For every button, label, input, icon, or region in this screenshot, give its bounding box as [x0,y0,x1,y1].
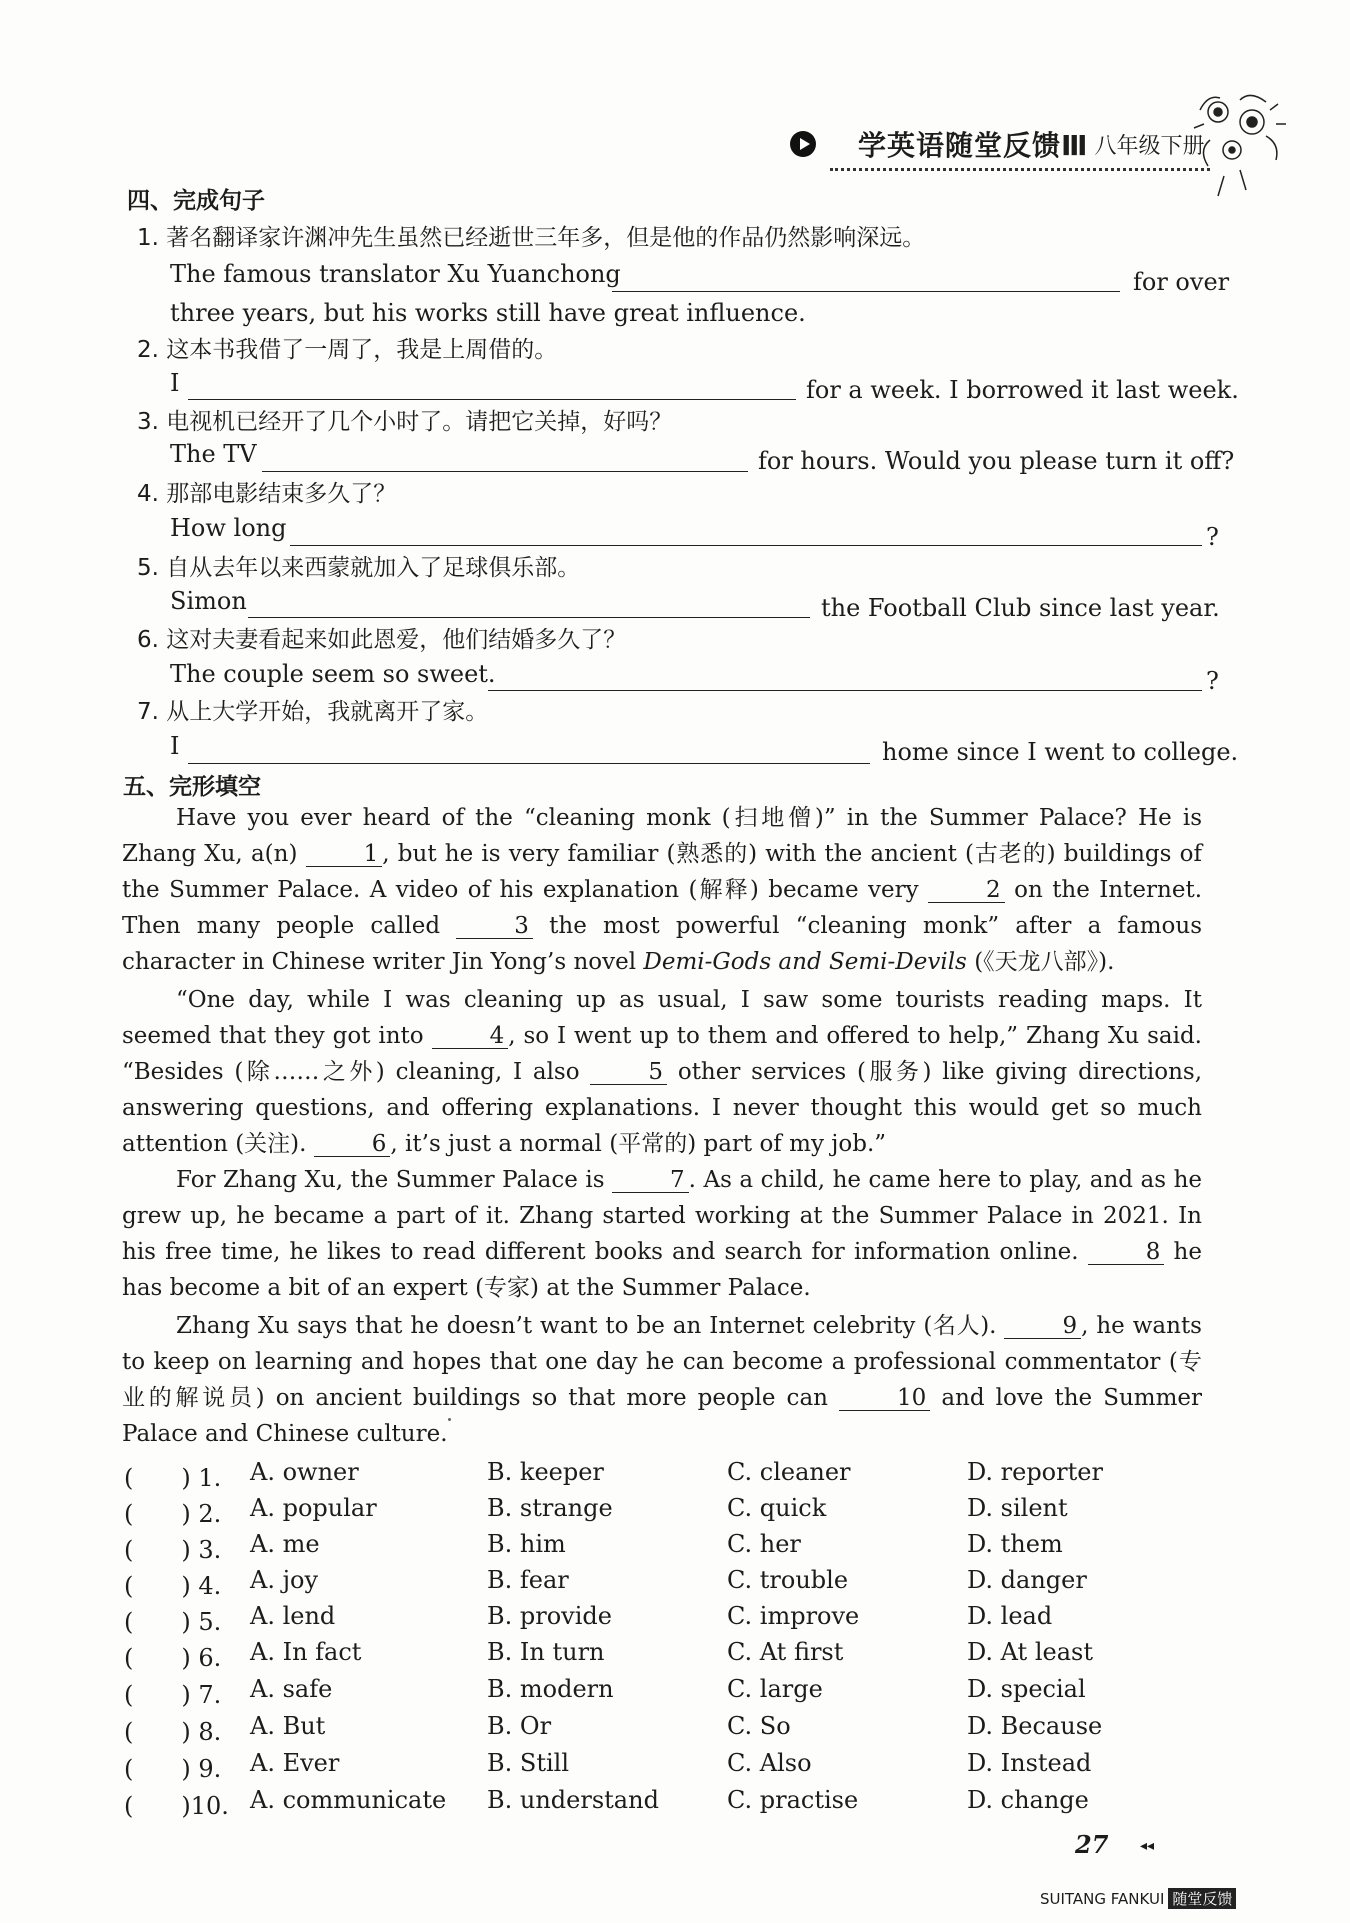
option-b[interactable]: B. Still [487,1749,570,1777]
gap-8[interactable]: 8 [1088,1240,1165,1265]
option-a[interactable]: A. communicate [250,1786,447,1814]
passage-paragraph-1: Have you ever heard of the “cleaning monk (扫地僧)” in the Summer Palace? He is Zhang Xu, a(n) 1 , but he is very familiar (熟悉的) with the ancient (古老的) buildings of the Summer Palace. A video of his explanation (解释) became very 2 on the Internet. Then many people called 3 the most powerful “cleaning monk” after a famous character in Chinese writer Jin Yong’s novel Demi-Gods and Semi-Devils (《天龙八部》). [122,805,1203,975]
item7-prefix: I [170,732,180,760]
option-b[interactable]: B. fear [487,1566,569,1594]
option-c[interactable]: C. cleaner [727,1458,851,1486]
option-a[interactable]: A. popular [250,1494,377,1522]
header-brand: 学英语随堂反馈Ⅲ [858,129,1089,162]
item1-line2: three years, but his works still have great influence. [170,299,806,327]
header-divider [830,168,1210,171]
gap-5[interactable]: 5 [590,1060,667,1085]
gap-6[interactable]: 6 [314,1132,391,1157]
item7-answer-blank[interactable] [188,763,870,764]
gap-3[interactable]: 3 [456,914,533,939]
item5-prefix: Simon [170,587,247,615]
option-a[interactable]: A. owner [250,1458,359,1486]
option-b[interactable]: B. him [487,1530,566,1558]
option-c[interactable]: C. At first [727,1638,844,1666]
option-b[interactable]: B. Or [487,1712,552,1740]
header-grade: 八年级下册 [1094,133,1205,159]
option-row-num[interactable]: ( ) 3. [124,1536,222,1564]
option-a[interactable]: A. safe [250,1675,333,1703]
option-c[interactable]: C. her [727,1530,801,1558]
option-row-num[interactable]: ( ) 6. [124,1644,222,1672]
option-a[interactable]: A. lend [250,1602,336,1630]
item4-suffix: ? [1206,523,1219,551]
item6-prefix: The couple seem so sweet. [170,660,496,688]
option-a[interactable]: A. In fact [250,1638,362,1666]
item1-suffix: for over [1133,268,1230,296]
option-c[interactable]: C. practise [727,1786,859,1814]
option-c[interactable]: C. So [727,1712,791,1740]
item1-prefix: The famous translator Xu Yuanchong [170,260,621,288]
gap-10[interactable]: 10 [839,1386,930,1411]
item1-chinese: 1. 著名翻译家许渊冲先生虽然已经逝世三年多，但是他的作品仍然影响深远。 [137,225,926,251]
item2-answer-blank[interactable] [188,399,796,400]
item4-answer-blank[interactable] [290,545,1202,546]
option-c[interactable]: C. large [727,1675,823,1703]
option-b[interactable]: B. understand [487,1786,659,1814]
item3-chinese: 3. 电视机已经开了几个小时了。请把它关掉，好吗？ [137,409,673,435]
section4-heading: 四、完成句子 [127,188,265,214]
option-row-num[interactable]: ( ) 4. [124,1572,222,1600]
item5-suffix: the Football Club since last year. [821,594,1220,622]
option-d[interactable]: D. silent [967,1494,1068,1522]
item5-answer-blank[interactable] [248,617,810,618]
option-b[interactable]: B. strange [487,1494,613,1522]
item4-prefix: How long [170,514,287,542]
gap-2[interactable]: 2 [928,878,1005,903]
item3-prefix: The TV [170,440,257,468]
option-c[interactable]: C. quick [727,1494,827,1522]
option-c[interactable]: C. trouble [727,1566,849,1594]
option-d[interactable]: D. danger [967,1566,1087,1594]
gap-1[interactable]: 1 [306,842,383,867]
passage-paragraph-3: For Zhang Xu, the Summer Palace is 7 . As a child, he came here to play, and as he grew up, he became a part of it. Zhang started working at the Summer Palace in 2021. In his free time, he likes to read different books and search for information online. 8 he has become a bit of an expert (专家) at the Summer Palace. [122,1167,1202,1301]
item3-answer-blank[interactable] [262,471,748,472]
option-a[interactable]: A. Ever [250,1749,340,1777]
page-number: 27 [1075,1830,1109,1859]
option-row-num[interactable]: ( ) 1. [124,1464,222,1492]
passage-paragraph-4: Zhang Xu says that he doesn’t want to be an Internet celebrity (名人). 9 , he wants to keep on learning and hopes that one day he can become a professional commentator (专业的解说员) on ancient buildings so that more people can 10 and love the Summer Palace and Chinese culture. [122,1313,1202,1447]
item4-chinese: 4. 那部电影结束多久了？ [137,481,397,507]
item7-suffix: home since I went to college. [882,738,1239,766]
flower-decoration-icon [1180,80,1300,200]
option-d[interactable]: D. At least [967,1638,1093,1666]
option-d[interactable]: D. them [967,1530,1063,1558]
option-row-num[interactable]: ( ) 5. [124,1608,222,1636]
item6-chinese: 6. 这对夫妻看起来如此恩爱，他们结婚多久了？ [137,627,627,653]
item6-answer-blank[interactable] [488,690,1202,691]
gap-4[interactable]: 4 [432,1024,509,1049]
option-row-num[interactable]: ( ) 7. [124,1681,222,1709]
page-header [790,124,1205,164]
option-row-num[interactable]: ( ) 9. [124,1755,222,1783]
item2-prefix: I [170,369,180,397]
option-d[interactable]: D. Because [967,1712,1103,1740]
item7-chinese: 7. 从上大学开始，我就离开了家。 [137,699,489,725]
option-d[interactable]: D. special [967,1675,1086,1703]
item3-suffix: for hours. Would you please turn it off? [758,447,1235,475]
option-a[interactable]: A. joy [250,1566,319,1594]
option-d[interactable]: D. Instead [967,1749,1092,1777]
footer-tag: 随堂反馈 [1168,1888,1236,1909]
scan-speck [448,1418,451,1421]
option-d[interactable]: D. reporter [967,1458,1103,1486]
option-row-num[interactable]: ( )10. [124,1792,229,1820]
option-b[interactable]: B. provide [487,1602,612,1630]
passage-paragraph-2: “One day, while I was cleaning up as usual, I saw some tourists reading maps. It seemed that they got into 4 , so I went up to them and offered to help,” Zhang Xu said. “Besides (除……之外) cleaning, I also 5 other services (服务) like giving directions, answering questions, and offering explanations. I never thought this would get so much attention (关注). 6 , it’s just a normal (平常的) part of my job.” [122,987,1203,1157]
item5-chinese: 5. 自从去年以来西蒙就加入了足球俱乐部。 [137,555,581,581]
footer-pinyin: SUITANG FANKUI [1040,1889,1165,1908]
footer-label [1040,1888,1236,1909]
item2-suffix: for a week. I borrowed it last week. [806,376,1239,404]
option-row-num[interactable]: ( ) 8. [124,1718,222,1746]
option-c[interactable]: C. improve [727,1602,860,1630]
play-icon [790,131,816,157]
item2-chinese: 2. 这本书我借了一周了，我是上周借的。 [137,337,558,363]
gap-7[interactable]: 7 [612,1168,689,1193]
option-a[interactable]: A. me [250,1530,320,1558]
option-d[interactable]: D. change [967,1786,1089,1814]
option-a[interactable]: A. But [250,1712,326,1740]
section5-heading: 五、完形填空 [123,774,261,800]
item6-suffix: ? [1206,667,1219,695]
option-b[interactable]: B. In turn [487,1638,605,1666]
novel-title: Demi-Gods and Semi-Devils [643,949,967,975]
option-d[interactable]: D. lead [967,1602,1053,1630]
option-c[interactable]: C. Also [727,1749,812,1777]
option-b[interactable]: B. modern [487,1675,614,1703]
gap-9[interactable]: 9 [1004,1314,1081,1339]
page-arrow-icon: ◂◂ [1140,1838,1155,1854]
option-row-num[interactable]: ( ) 2. [124,1500,222,1528]
option-b[interactable]: B. keeper [487,1458,604,1486]
item1-answer-blank[interactable] [612,291,1120,292]
